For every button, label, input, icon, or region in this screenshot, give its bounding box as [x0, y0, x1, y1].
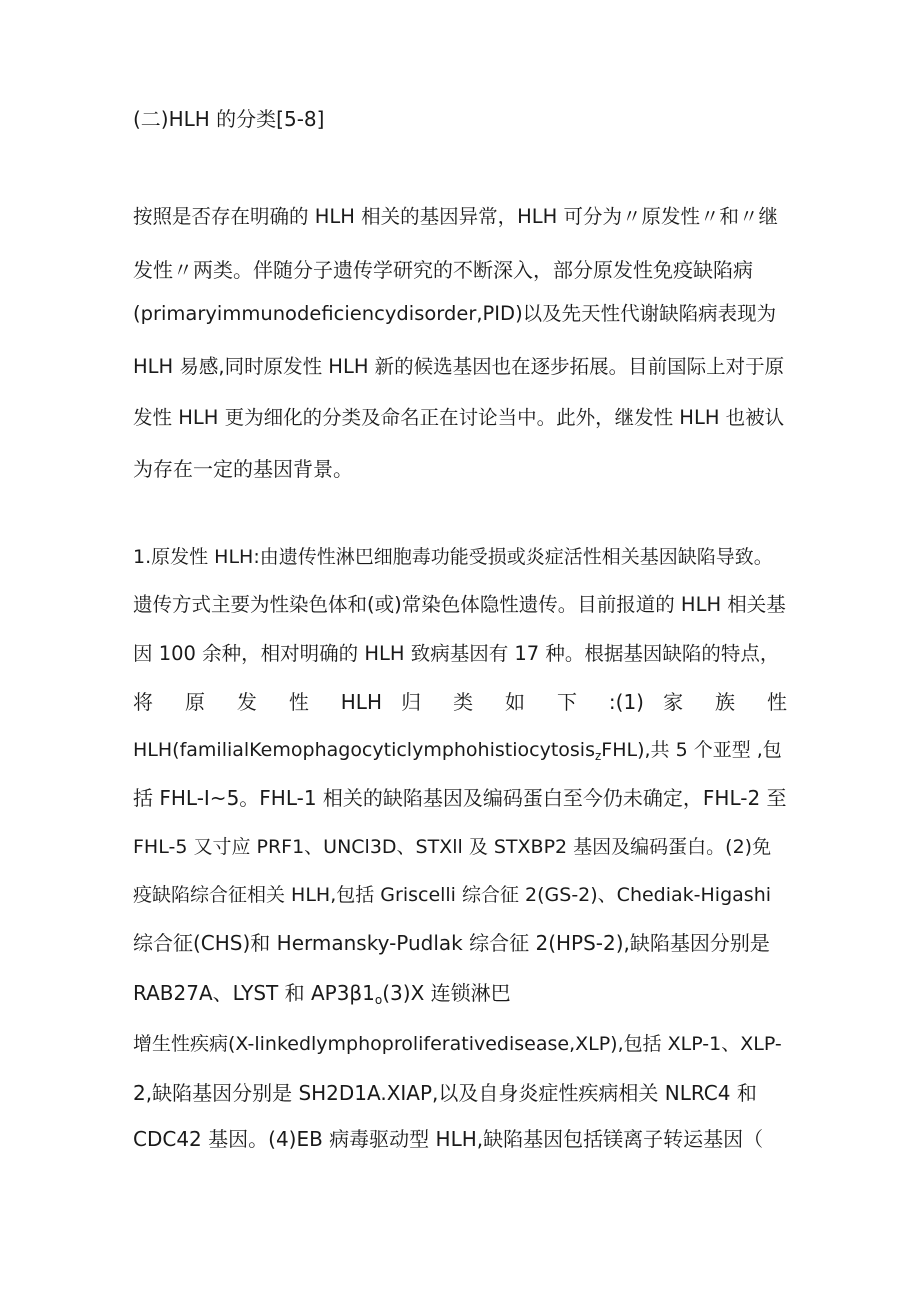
- paragraph-line: 括 FHL-I~5。FHL-1 相关的缺陷基因及编码蛋白至今仍未确定，FHL-2 至: [133, 786, 787, 810]
- paragraph-line: 为存在一定的基因背景。: [133, 457, 353, 481]
- paragraph-line: 增生性疾病(X-linkedlymphoproliferativedisease,XLP),包括 XLP-1、XLP-: [133, 1033, 782, 1055]
- paragraph-line: 遗传方式主要为性染色体和(或)常染色体隐性遗传。目前报道的 HLH 相关基: [133, 593, 786, 616]
- paragraph-line: 按照是否存在明确的 HLH 相关的基因异常，HLH 可分为〃原发性〃和〃继: [133, 205, 778, 228]
- paragraph-line: [133, 980, 511, 1013]
- paragraph-line: (primaryimmunodeficiencydisorder,PID)以及先天性代谢缺陷病表现为: [133, 302, 777, 325]
- paragraph-line: [133, 737, 782, 769]
- subscript-mark: z: [594, 749, 602, 763]
- paragraph-line: 疫缺陷综合征相关 HLH,包括 Griscelli 综合征 2(GS-2)、Chediak-Higashi: [133, 884, 772, 906]
- paragraph-line: 1.原发性 HLH:由遗传性淋巴细胞毒功能受损或炎症活性相关基因缺陷导致。: [133, 546, 773, 568]
- paragraph-line: CDC42 基因。(4)EB 病毒驱动型 HLH,缺陷基因包括镁离子转运基因（: [133, 1127, 764, 1151]
- inline-text: RAB27A、LYST 和 AP3β1: [133, 981, 375, 1005]
- inline-text: (3)X 连锁淋巴: [382, 981, 511, 1005]
- paragraph-line: 2,缺陷基因分别是 SH2D1A.XIAP,以及自身炎症性疾病相关 NLRC4 和: [133, 1081, 757, 1105]
- subscript-mark: o: [374, 993, 383, 1007]
- paragraph-line-justified: 将 原 发 性 HLH 归 类 如 下 :(1) 家 族 性: [133, 690, 787, 714]
- inline-text: HLH(familialKemophagocyticlymphohistiocytosis: [133, 739, 595, 761]
- section-heading: (二)HLH 的分类[5-8]: [133, 107, 325, 131]
- paragraph-line: 综合征(CHS)和 Hermansky-Pudlak 综合征 2(HPS-2),缺陷基因分别是: [133, 931, 770, 955]
- paragraph-line: HLH 易感,同时原发性 HLH 新的候选基因也在逐步拓展。目前国际上对于原: [133, 355, 785, 378]
- paragraph-line: FHL-5 又寸应 PRF1、UNCl3D、STXll 及 STXBP2 基因及编码蛋白。(2)免: [133, 836, 772, 858]
- paragraph-line: 发性〃两类。伴随分子遗传学研究的不断深入，部分原发性免疫缺陷病: [133, 258, 753, 282]
- paragraph-line: 因 100 余种，相对明确的 HLH 致病基因有 17 种。根据基因缺陷的特点，: [133, 642, 780, 665]
- paragraph-line: 发性 HLH 更为细化的分类及命名正在讨论当中。此外，继发性 HLH 也被认: [133, 406, 785, 429]
- inline-text: FHL),共 5 个亚型 ,包: [601, 739, 782, 761]
